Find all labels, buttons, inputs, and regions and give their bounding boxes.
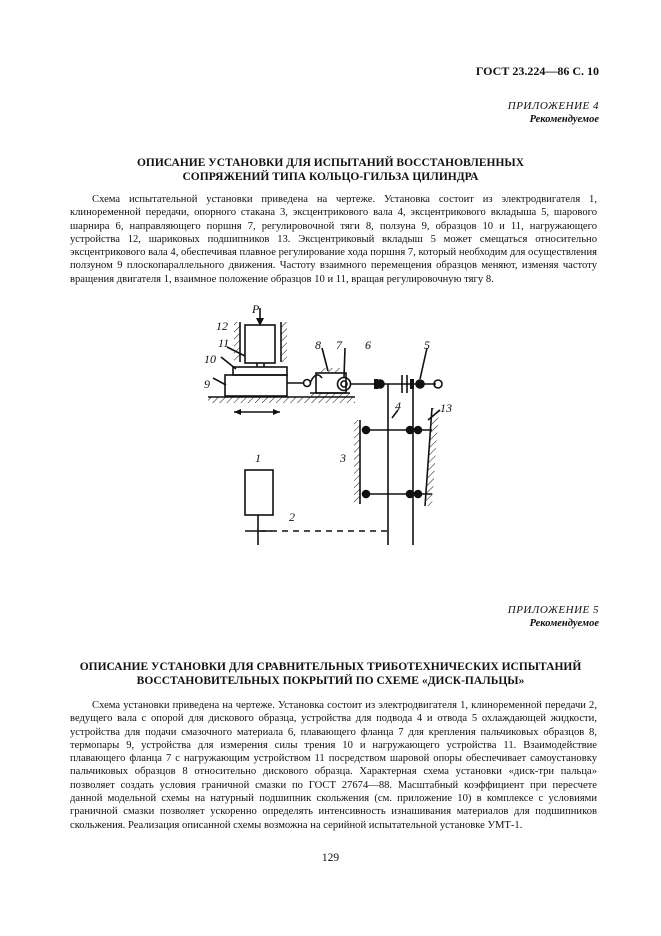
page-number: 129 [321, 852, 340, 864]
label-10: 10 [204, 352, 216, 366]
label-P: P [252, 302, 260, 316]
label-7: 7 [336, 338, 342, 352]
appendix-4-label: ПРИЛОЖЕНИЕ 4 [507, 100, 599, 112]
appendix-5-paragraph: Схема установки приведена на чертеже. Установка состоит из электродвигателя 1, клиноременной передачи 2, ведущего вала с опорой для дискового образца, устройства для подвода 4 и отвода 5 охлаждающей жидкости, устройства для подачи смазочного материала 6, плавающего фланца 7 для крепления пальчиковых образцов 8, термопары 9, устройства для измерения силы трения 10 и нагружающего устройства 11. Взаимодействие плавающего фланца 7 с нагружающим устройством 11 посредством шаровой опоры обеспечивает самоустановку пальчиковых образцов 8 относительно дискового образца. Характерная схема установки «диск-три пальца» позволяет создать условия граничной смазки по ГОСТ 27674—88. Масштабный коэффициент при пересчете данной модельной схемы на натурный подшипник скольжения (см. приложение 10) в комплексе с условиями граничной смазки позволяет ускоренно определять интенсивность изнашивания материалов для подшипников скольжения. Реализация описанной схемы возможна на серийной испытательной установке УМТ-1. [70, 700, 597, 831]
appendix-4-status: Рекомендуемое [529, 114, 599, 125]
test-rig-diagram [0, 300, 661, 560]
label-1: 1 [255, 451, 261, 465]
appendix-4-paragraph: Схема испытательной установки приведена на чертеже. Установка состоит из электродвигателя 1, клиноременной передачи, опорного стакана 3, эксцентрикового вала 4, эксцентрикового вкладыша 5, шарового шарнира 6, направляющего поршня 7, регулировочной тяги 8, ползуна 9, образцов 10 и 11, нагружающего устройства 12, шариковых подшипников 13. Эксцентриковый вкладыш 5 может смещаться относительно эксцентрикового вала 4, обеспечивая плавное регулирование хода поршня 7, который необходим для осуществления ползуном 9 плоскопараллельного движения. Частоту взаимного перемещения образцов меняют, изменяя частоту вращения двигателя 1, взаимное положение образцов 10 и 11, вращая регулировочную тягу 8. [70, 194, 597, 285]
appendix-4-title-line-2: СОПРЯЖЕНИЙ ТИПА КОЛЬЦО-ГИЛЬЗА ЦИЛИНДРА [182, 171, 479, 183]
label-2: 2 [289, 510, 295, 524]
label-6: 6 [365, 338, 371, 352]
diagram-lines [208, 308, 442, 545]
appendix-4-title-line-1: ОПИСАНИЕ УСТАНОВКИ ДЛЯ ИСПЫТАНИЙ ВОССТАНОВЛЕННЫХ [136, 157, 525, 169]
label-3: 3 [340, 451, 346, 465]
appendix-5-title-line-1: ОПИСАНИЕ УСТАНОВКИ ДЛЯ СРАВНИТЕЛЬНЫХ ТРИБОТЕХНИЧЕСКИХ ИСПЫТАНИЙ [79, 661, 582, 673]
label-8: 8 [315, 338, 321, 352]
label-5: 5 [424, 338, 430, 352]
label-4: 4 [395, 399, 401, 413]
label-13: 13 [440, 401, 452, 415]
appendix-5-title [70, 660, 591, 688]
appendix-4-title [70, 156, 591, 184]
appendix-4-label-block [508, 100, 599, 126]
label-11: 11 [218, 336, 230, 350]
label-9: 9 [204, 377, 210, 391]
appendix-5-label-block [508, 604, 599, 630]
document-header: ГОСТ 23.224—86 С. 10 [475, 64, 599, 78]
appendix-5-title-line-2: ВОССТАНОВИТЕЛЬНЫХ ПОКРЫТИЙ ПО СХЕМЕ «ДИСК-ПАЛЬЦЫ» [136, 675, 525, 687]
appendix-5-label: ПРИЛОЖЕНИЕ 5 [507, 604, 599, 616]
label-12: 12 [216, 319, 228, 333]
appendix-5-status: Рекомендуемое [529, 618, 599, 629]
